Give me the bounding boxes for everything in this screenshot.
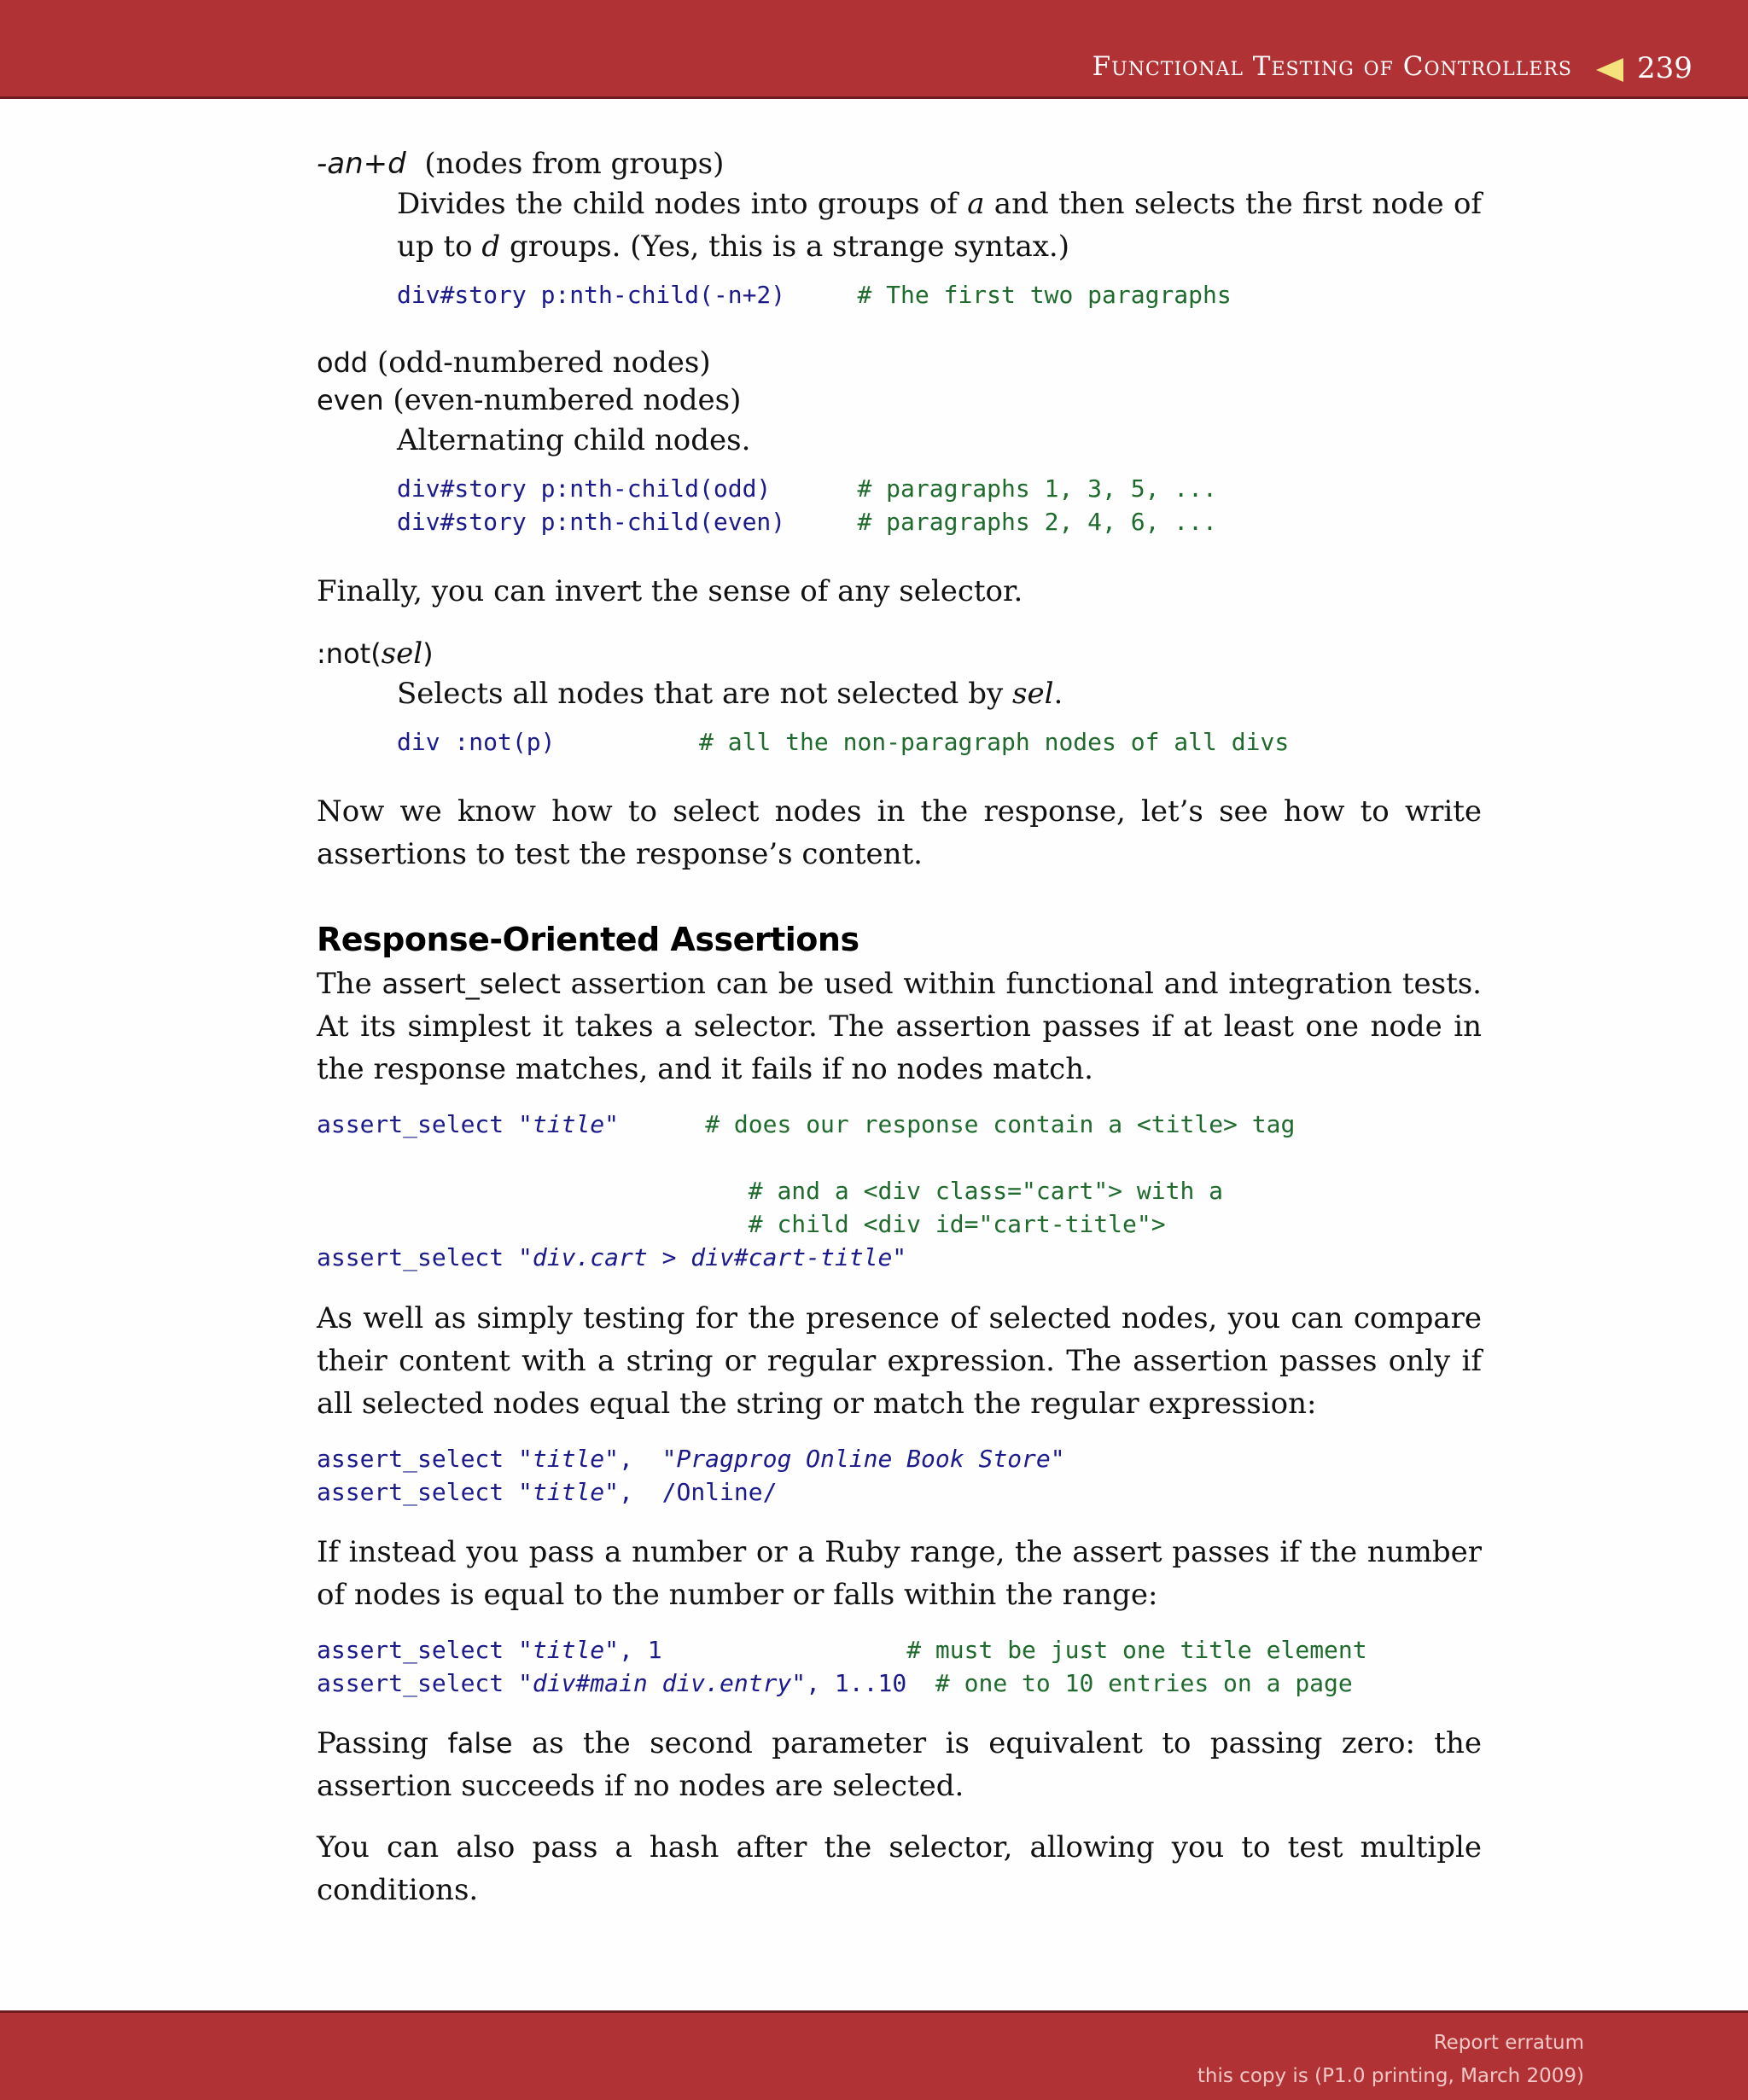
heading-text: Response-Oriented Assertions bbox=[317, 921, 859, 958]
code-comment: # must be just one title element bbox=[906, 1636, 1367, 1664]
code-comment: # does our response contain a <title> tag bbox=[705, 1110, 1296, 1138]
definition-text bbox=[397, 672, 1482, 715]
code-string: "title" bbox=[518, 1445, 620, 1473]
term-code: even bbox=[317, 384, 384, 416]
definition-text bbox=[397, 183, 1482, 268]
paragraph-text: As well as simply testing for the presence of selected nodes, you can compare their content with a string or regular expression. The assertion passes only if all selected nodes equal the string or match the regular expression: bbox=[317, 1301, 1482, 1421]
report-erratum-link[interactable]: Report erratum bbox=[1433, 2032, 1584, 2054]
code-space bbox=[317, 1210, 749, 1238]
italic-run: sel bbox=[1012, 677, 1054, 711]
paragraph-text bbox=[317, 1722, 1482, 1807]
text-run: The bbox=[317, 967, 382, 1001]
text-run: . bbox=[1053, 677, 1063, 711]
text-run: Selects all nodes that are not selected by bbox=[397, 677, 1013, 711]
code-text: , bbox=[619, 1445, 662, 1473]
text-run: Divides the child nodes into groups of bbox=[397, 187, 968, 221]
code-text: assert_select bbox=[317, 1243, 519, 1271]
code-block-range bbox=[317, 1633, 1482, 1700]
code-string: "div.cart > div#cart-title" bbox=[518, 1243, 907, 1271]
text-run: groups. (Yes, this is a strange syntax.) bbox=[500, 230, 1070, 264]
previous-page-arrow-icon[interactable] bbox=[1596, 58, 1623, 82]
code-text: assert_select bbox=[317, 1110, 519, 1138]
term-code: odd bbox=[317, 346, 369, 379]
code-string: "title" bbox=[518, 1478, 620, 1506]
code-comment: # paragraphs 2, 4, 6, ... bbox=[857, 508, 1217, 536]
paragraph-text: Now we know how to select nodes in the response, let’s see how to write assertions to test the response’s content. bbox=[317, 794, 1482, 871]
definition-term bbox=[317, 635, 1482, 672]
code-text: , 1 bbox=[619, 1636, 907, 1664]
paragraph-false bbox=[317, 1722, 1482, 1807]
definition-text: Alternating child nodes. bbox=[397, 423, 751, 457]
paragraph-text: You can also pass a hash after the selector, allowing you to test multiple conditions. bbox=[317, 1830, 1482, 1907]
definition-nth-groups bbox=[317, 145, 1482, 311]
page-footer bbox=[0, 2010, 1748, 2100]
definition-term bbox=[317, 145, 1482, 183]
italic-run: a bbox=[967, 187, 985, 221]
code-text: assert_select bbox=[317, 1478, 519, 1506]
code-comment: # all the non-paragraph nodes of all divs bbox=[699, 728, 1290, 756]
code-text: assert_select bbox=[317, 1445, 519, 1473]
running-head-title: Functional Testing of Controllers bbox=[1092, 51, 1572, 82]
code-text: , 1..10 bbox=[806, 1669, 935, 1697]
definition-not bbox=[317, 635, 1482, 759]
code-string: "div#main div.entry" bbox=[518, 1669, 807, 1697]
text-run: assertion can be used within functional and integration tests. At its simplest it takes a selector. The assertion passes if at least one node in the response matches, and it fails if no nodes match. bbox=[317, 967, 1482, 1086]
code-example bbox=[397, 472, 1482, 538]
definition-term-even bbox=[317, 381, 1482, 419]
term-code: :not( bbox=[317, 637, 382, 670]
code-example bbox=[397, 725, 1482, 759]
code-regex: /Online/ bbox=[661, 1478, 778, 1506]
text-run: and then selects the first node of up to bbox=[397, 187, 1482, 264]
code-text: assert_select bbox=[317, 1636, 519, 1664]
code-string: "title" bbox=[518, 1636, 620, 1664]
term-description: (even-numbered nodes) bbox=[383, 383, 742, 417]
code-space bbox=[317, 1177, 749, 1205]
text-run: as the second parameter is equivalent to passing zero: the assertion succeeds if no nodes are selected. bbox=[317, 1726, 1482, 1803]
term-description: (nodes from groups) bbox=[424, 147, 725, 181]
italic-run: d bbox=[481, 230, 501, 264]
definition-odd-even bbox=[317, 344, 1482, 538]
code-string: "title" bbox=[518, 1110, 620, 1138]
code-space bbox=[619, 1110, 705, 1138]
term-code: ) bbox=[422, 637, 434, 670]
code-example bbox=[397, 278, 1482, 311]
paragraph-text: Finally, you can invert the sense of any selector. bbox=[317, 574, 1023, 608]
definition-term-odd bbox=[317, 344, 1482, 381]
code-string: "Pragprog Online Book Store" bbox=[661, 1445, 1065, 1473]
code-comment: # one to 10 entries on a page bbox=[935, 1669, 1353, 1697]
term-arg: sel bbox=[381, 637, 423, 671]
page-header bbox=[0, 0, 1748, 99]
code-comment: # and a <div class="cart"> with a bbox=[748, 1177, 1224, 1205]
inline-code: assert_select bbox=[382, 968, 561, 1000]
term-description: (odd-numbered nodes) bbox=[368, 346, 711, 380]
paragraph-text bbox=[317, 963, 1482, 1091]
section-heading bbox=[317, 918, 1482, 961]
inline-code: false bbox=[447, 1727, 513, 1760]
paragraph-range bbox=[317, 1531, 1482, 1616]
paragraph-invert bbox=[317, 570, 1482, 613]
code-text: div#story p:nth-child(odd) bbox=[397, 474, 858, 503]
code-block-assert-select bbox=[317, 1108, 1482, 1274]
paragraph-compare bbox=[317, 1297, 1482, 1425]
page-number: 239 bbox=[1637, 51, 1693, 85]
copy-notice: this copy is (P1.0 printing, March 2009) bbox=[1197, 2065, 1584, 2087]
code-comment: # The first two paragraphs bbox=[857, 281, 1232, 309]
code-text: div :not(p) bbox=[397, 728, 700, 756]
code-text: , bbox=[619, 1478, 662, 1506]
paragraph-assert-intro bbox=[317, 963, 1482, 1091]
code-text: div#story p:nth-child(even) bbox=[397, 508, 858, 536]
paragraph-now bbox=[317, 790, 1482, 875]
code-text: div#story p:nth-child(-n+2) bbox=[397, 281, 858, 309]
code-block-compare bbox=[317, 1442, 1482, 1509]
text-run: Passing bbox=[317, 1726, 448, 1760]
paragraph-hash bbox=[317, 1826, 1482, 1911]
code-comment: # paragraphs 1, 3, 5, ... bbox=[857, 474, 1217, 503]
term-code: -an+d bbox=[317, 147, 406, 181]
paragraph-text: If instead you pass a number or a Ruby range, the assert passes if the number of nodes is equal to the number or falls within the range: bbox=[317, 1535, 1482, 1612]
code-comment: # child <div id="cart-title"> bbox=[748, 1210, 1166, 1238]
code-text: assert_select bbox=[317, 1669, 519, 1697]
